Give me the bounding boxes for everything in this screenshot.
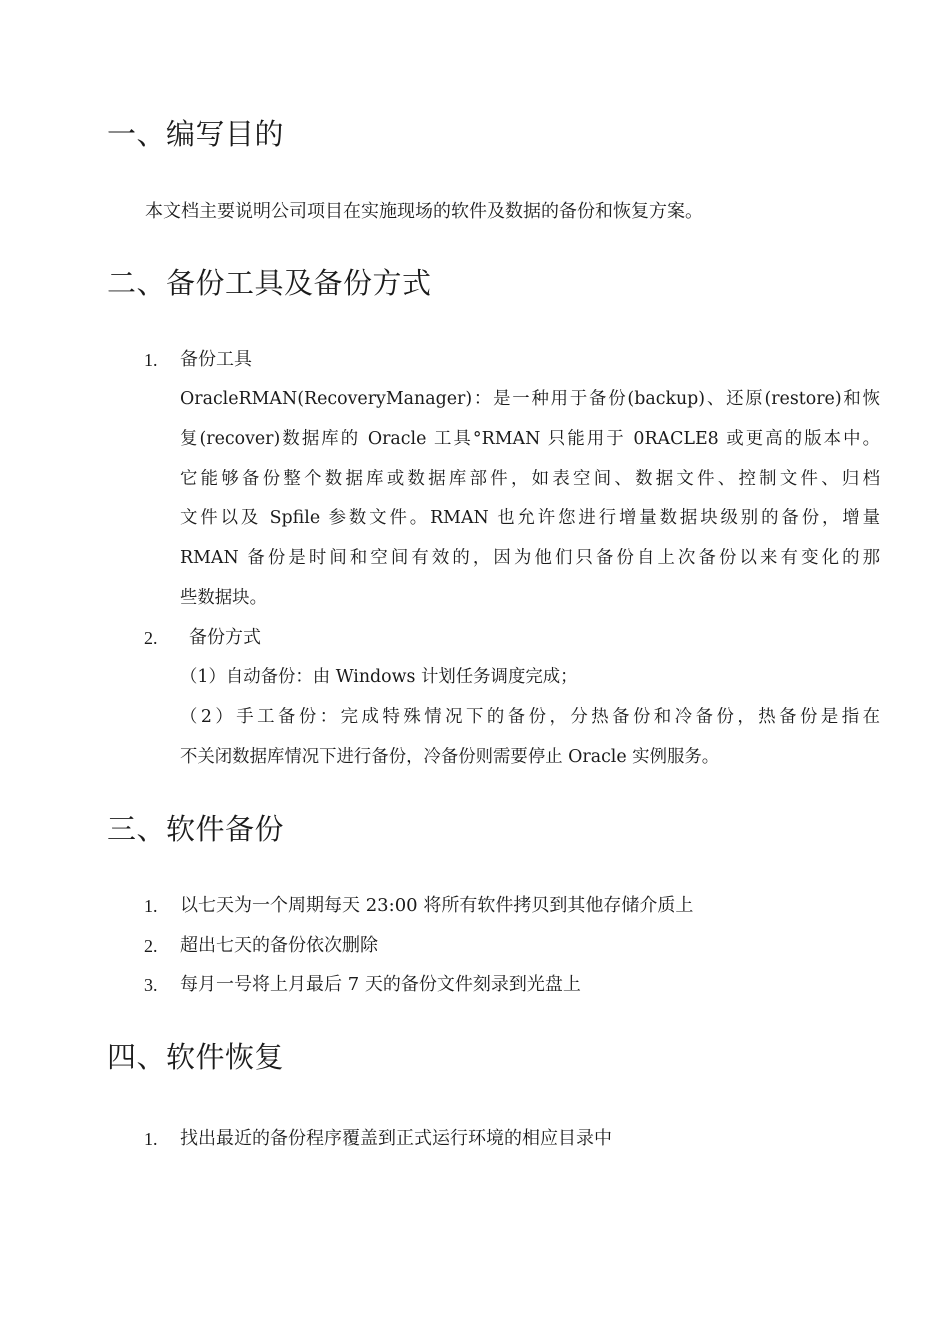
list-item-title-backup-method: 备份方式	[189, 627, 261, 648]
list-number: 2.	[144, 936, 158, 956]
paragraph-line: 不关闭数据库情况下进行备份，冷备份则需要停止 Oracle 实例服务。	[180, 746, 720, 767]
list-item: 超出七天的备份依次删除	[180, 935, 378, 956]
paragraph-line: 它能够备份整个数据库或数据库部件，如表空间、数据文件、控制文件、归档	[180, 468, 880, 489]
list-number: 3.	[144, 975, 158, 995]
paragraph-line: RMAN 备份是时间和空间有效的，因为他们只备份自上次备份以来有变化的那	[180, 548, 880, 569]
section-heading-software-restore: 四、软件恢复	[107, 1040, 285, 1074]
section-heading-software-backup: 三、软件备份	[107, 812, 285, 846]
list-number: 2.	[144, 628, 158, 648]
paragraph-line: 复(recover)数据库的 Oracle 工具°RMAN 只能用于 0RACLE8 或更高的版本中。	[180, 428, 880, 449]
paragraph-line: 文件以及 Spfile 参数文件。RMAN 也允许您进行增量数据块级别的备份，增量	[180, 508, 880, 529]
paragraph-line: （1）自动备份：由 Windows 计划任务调度完成；	[180, 667, 578, 687]
paragraph-line: （2）手工备份：完成特殊情况下的备份，分热备份和冷备份，热备份是指在	[180, 706, 880, 727]
section-purpose-text: 本文档主要说明公司项目在实施现场的软件及数据的备份和恢复方案。	[145, 201, 703, 222]
paragraph-line: OracleRMAN(RecoveryManager)：是一种用于备份(backup)、还原(restore)和恢	[180, 389, 880, 409]
backup-tool-description	[180, 380, 880, 619]
list-item: 每月一号将上月最后 7 天的备份文件刻录到光盘上	[180, 974, 581, 995]
list-item: 以七天为一个周期每天 23:00 将所有软件拷贝到其他存储介质上	[180, 895, 694, 916]
list-item-title-backup-tool: 备份工具	[180, 349, 252, 370]
list-item: 找出最近的备份程序覆盖到正式运行环境的相应目录中	[180, 1128, 612, 1149]
section-heading-backup-tools: 二、备份工具及备份方式	[107, 266, 432, 300]
paragraph-line: 些数据块。	[180, 587, 267, 608]
list-number: 1.	[144, 1129, 158, 1149]
backup-method-description	[180, 658, 880, 777]
section-heading-purpose: 一、编写目的	[107, 117, 285, 151]
list-number: 1.	[144, 896, 158, 916]
list-number: 1.	[144, 350, 158, 370]
